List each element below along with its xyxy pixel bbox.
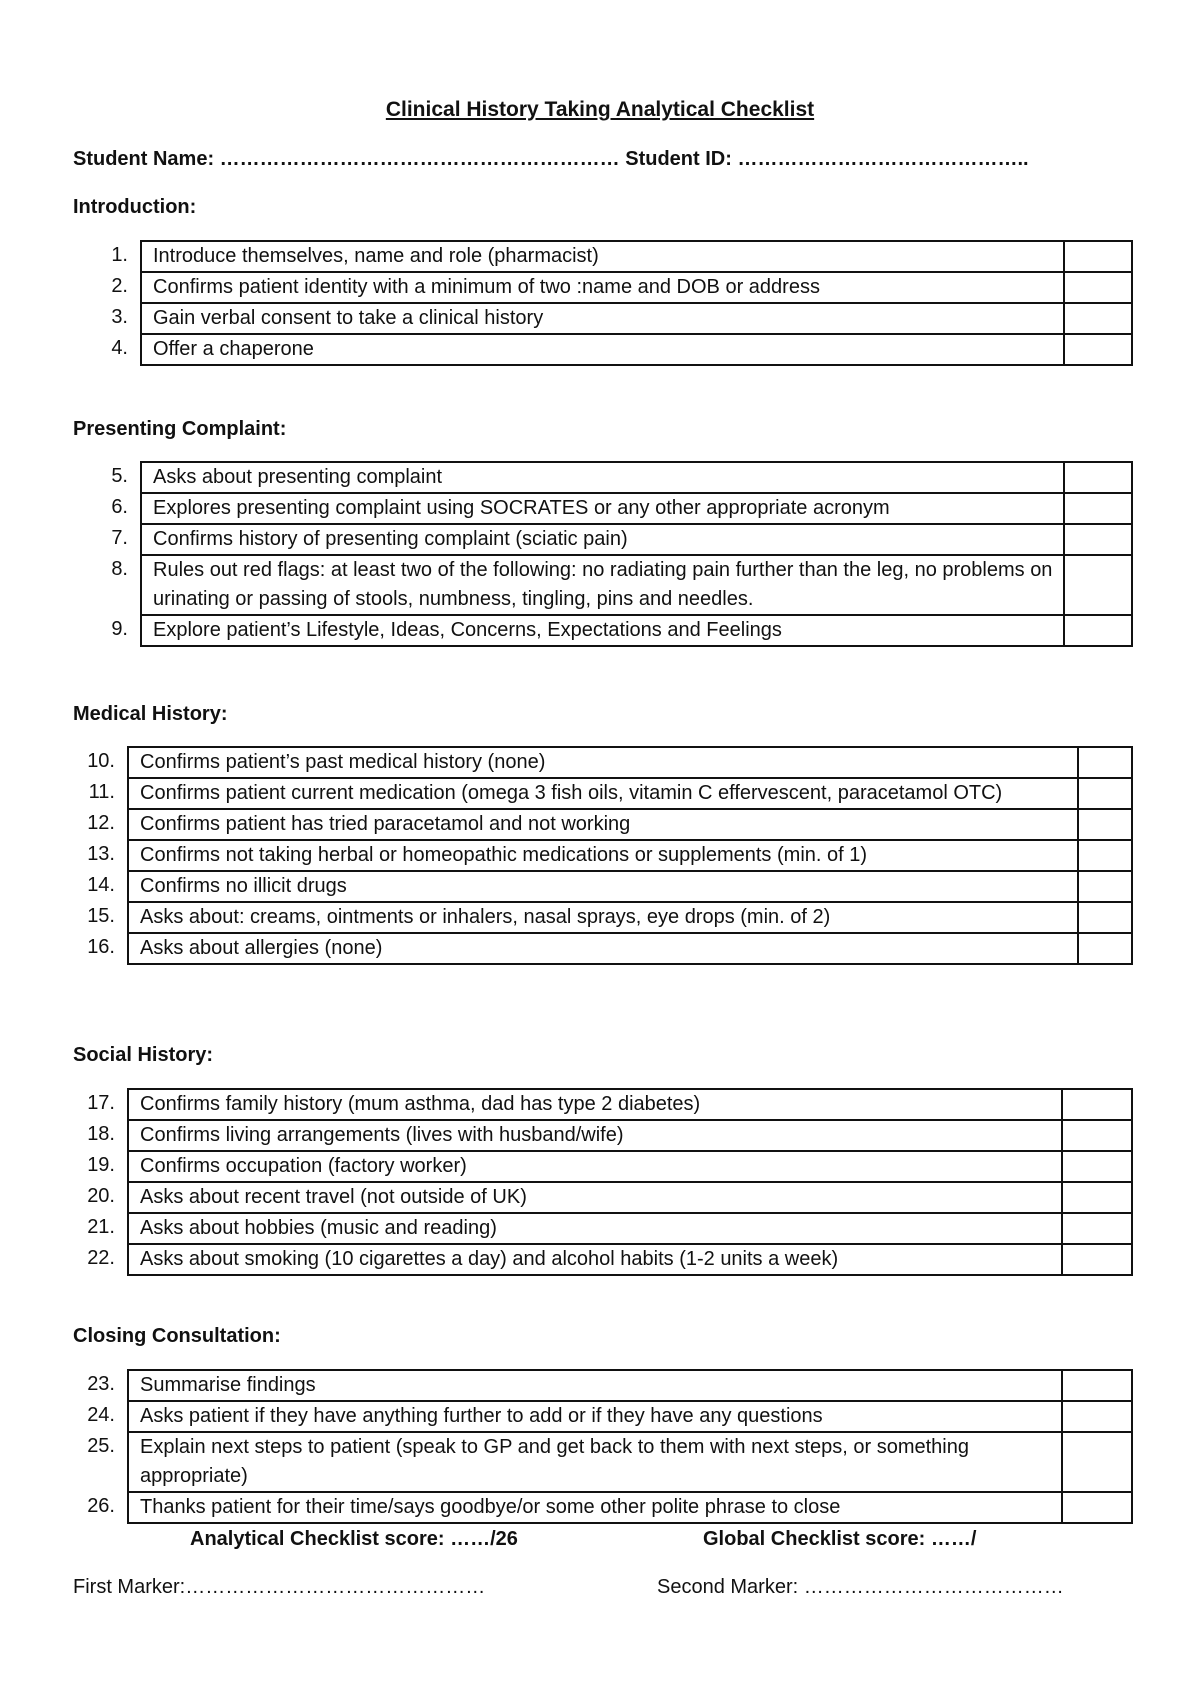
item-text: Summarise findings bbox=[128, 1370, 1062, 1401]
presenting-complaint-table bbox=[73, 461, 1133, 647]
score-checkbox[interactable] bbox=[1064, 334, 1132, 365]
section-heading-introduction: Introduction: bbox=[73, 196, 197, 218]
item-number: 23. bbox=[87, 1373, 115, 1395]
item-number: 8. bbox=[111, 558, 128, 580]
checklist-row bbox=[73, 1401, 1132, 1432]
item-number: 14. bbox=[87, 874, 115, 896]
score-checkbox[interactable] bbox=[1062, 1213, 1132, 1244]
checklist-row bbox=[73, 462, 1132, 493]
checklist-row bbox=[73, 871, 1132, 902]
item-text: Confirms family history (mum asthma, dad has type 2 diabetes) bbox=[128, 1089, 1062, 1120]
item-number: 6. bbox=[111, 496, 128, 518]
score-checkbox[interactable] bbox=[1078, 747, 1132, 778]
score-checkbox[interactable] bbox=[1064, 241, 1132, 272]
checklist-row bbox=[73, 1370, 1132, 1401]
checklist-row bbox=[73, 303, 1132, 334]
item-text: Confirms living arrangements (lives with husband/wife) bbox=[128, 1120, 1062, 1151]
item-text: Asks about smoking (10 cigarettes a day) and alcohol habits (1-2 units a week) bbox=[128, 1244, 1062, 1275]
item-text: Asks about hobbies (music and reading) bbox=[128, 1213, 1062, 1244]
score-checkbox[interactable] bbox=[1062, 1432, 1132, 1492]
item-number: 17. bbox=[87, 1092, 115, 1114]
item-text: Asks about allergies (none) bbox=[128, 933, 1078, 964]
checklist-row bbox=[73, 1244, 1132, 1275]
item-number: 1. bbox=[111, 244, 128, 266]
item-number: 7. bbox=[111, 527, 128, 549]
score-checkbox[interactable] bbox=[1078, 778, 1132, 809]
score-checkbox[interactable] bbox=[1062, 1182, 1132, 1213]
item-number: 11. bbox=[88, 781, 115, 803]
checklist-row bbox=[73, 778, 1132, 809]
checklist-row bbox=[73, 1151, 1132, 1182]
section-heading-social-history: Social History: bbox=[73, 1044, 214, 1066]
score-checkbox[interactable] bbox=[1064, 555, 1132, 615]
item-text: Asks patient if they have anything further to add or if they have any questions bbox=[128, 1401, 1062, 1432]
closing-consultation-table bbox=[73, 1369, 1133, 1524]
score-checkbox[interactable] bbox=[1078, 871, 1132, 902]
checklist-row bbox=[73, 1182, 1132, 1213]
score-checkbox[interactable] bbox=[1062, 1120, 1132, 1151]
item-number: 25. bbox=[87, 1435, 115, 1457]
checklist-row bbox=[73, 334, 1132, 365]
item-number: 22. bbox=[87, 1247, 115, 1269]
item-number: 5. bbox=[111, 465, 128, 487]
score-checkbox[interactable] bbox=[1064, 493, 1132, 524]
score-checkbox[interactable] bbox=[1064, 462, 1132, 493]
item-text: Thanks patient for their time/says goodbye/or some other polite phrase to close bbox=[128, 1492, 1062, 1523]
item-text: Confirms patient identity with a minimum of two :name and DOB or address bbox=[141, 272, 1064, 303]
item-number: 15. bbox=[87, 905, 115, 927]
item-number: 12. bbox=[87, 812, 115, 834]
checklist-row bbox=[73, 555, 1132, 615]
checklist-row bbox=[73, 493, 1132, 524]
checklist-row bbox=[73, 272, 1132, 303]
score-checkbox[interactable] bbox=[1064, 524, 1132, 555]
score-checkbox[interactable] bbox=[1062, 1370, 1132, 1401]
introduction-rows bbox=[73, 241, 1132, 365]
medical-rows bbox=[73, 747, 1132, 964]
item-text: Asks about recent travel (not outside of UK) bbox=[128, 1182, 1062, 1213]
checklist-row bbox=[73, 615, 1132, 646]
item-text: Rules out red flags: at least two of the following: no radiating pain further than the leg, no problems on urinating or passing of stools, numbness, tingling, pins and needles. bbox=[141, 555, 1064, 615]
item-text: Offer a chaperone bbox=[141, 334, 1064, 365]
student-info-line bbox=[73, 148, 1029, 171]
score-checkbox[interactable] bbox=[1062, 1151, 1132, 1182]
checklist-row bbox=[73, 1492, 1132, 1523]
checklist-row bbox=[73, 1213, 1132, 1244]
item-text: Confirms patient has tried paracetamol and not working bbox=[128, 809, 1078, 840]
medical-history-table bbox=[73, 746, 1133, 965]
student-name-field[interactable]: Student Name: …………………………………………………… bbox=[73, 148, 620, 170]
item-text: Asks about presenting complaint bbox=[141, 462, 1064, 493]
item-number: 19. bbox=[87, 1154, 115, 1176]
item-text: Introduce themselves, name and role (pharmacist) bbox=[141, 241, 1064, 272]
item-text: Confirms no illicit drugs bbox=[128, 871, 1078, 902]
document-title: Clinical History Taking Analytical Checklist bbox=[385, 98, 815, 121]
item-number: 2. bbox=[111, 275, 128, 297]
item-text: Confirms patient current medication (omega 3 fish oils, vitamin C effervescent, paracetamol OTC) bbox=[128, 778, 1078, 809]
score-checkbox[interactable] bbox=[1078, 902, 1132, 933]
student-id-field[interactable]: Student ID: …………………………………….. bbox=[625, 148, 1029, 170]
item-number: 10. bbox=[87, 750, 115, 772]
item-number: 16. bbox=[87, 936, 115, 958]
item-number: 26. bbox=[87, 1495, 115, 1517]
item-number: 4. bbox=[111, 337, 128, 359]
item-number: 18. bbox=[87, 1123, 115, 1145]
section-heading-presenting-complaint: Presenting Complaint: bbox=[73, 418, 287, 440]
score-checkbox[interactable] bbox=[1078, 840, 1132, 871]
checklist-row bbox=[73, 747, 1132, 778]
presenting-rows bbox=[73, 462, 1132, 646]
checklist-row bbox=[73, 241, 1132, 272]
item-text: Explore patient’s Lifestyle, Ideas, Concerns, Expectations and Feelings bbox=[141, 615, 1064, 646]
item-text: Confirms occupation (factory worker) bbox=[128, 1151, 1062, 1182]
first-marker-field[interactable]: First Marker:……………………………………… bbox=[73, 1576, 486, 1598]
checklist-row bbox=[73, 902, 1132, 933]
social-history-table bbox=[73, 1088, 1133, 1276]
checklist-row bbox=[73, 809, 1132, 840]
section-heading-medical-history: Medical History: bbox=[73, 703, 228, 725]
checklist-row bbox=[73, 1432, 1132, 1492]
analytical-score-field[interactable]: Analytical Checklist score: ……/26 bbox=[190, 1528, 518, 1550]
item-number: 13. bbox=[87, 843, 115, 865]
checklist-row bbox=[73, 1089, 1132, 1120]
second-marker-field[interactable]: Second Marker: ………………………………… bbox=[657, 1576, 1064, 1598]
introduction-table bbox=[73, 240, 1133, 366]
checklist-row bbox=[73, 840, 1132, 871]
item-number: 20. bbox=[87, 1185, 115, 1207]
checklist-row bbox=[73, 933, 1132, 964]
score-checkbox[interactable] bbox=[1062, 1492, 1132, 1523]
closing-rows bbox=[73, 1370, 1132, 1523]
item-number: 24. bbox=[87, 1404, 115, 1426]
score-checkbox[interactable] bbox=[1064, 272, 1132, 303]
score-checkbox[interactable] bbox=[1078, 809, 1132, 840]
social-rows bbox=[73, 1089, 1132, 1275]
section-heading-closing-consultation: Closing Consultation: bbox=[73, 1325, 281, 1347]
item-text: Explain next steps to patient (speak to GP and get back to them with next steps, or something appropriate) bbox=[128, 1432, 1062, 1492]
score-checkbox[interactable] bbox=[1062, 1089, 1132, 1120]
checklist-row bbox=[73, 524, 1132, 555]
item-number: 3. bbox=[111, 306, 128, 328]
item-text: Confirms patient’s past medical history (none) bbox=[128, 747, 1078, 778]
score-checkbox[interactable] bbox=[1078, 933, 1132, 964]
score-checkbox[interactable] bbox=[1064, 303, 1132, 334]
score-checkbox[interactable] bbox=[1064, 615, 1132, 646]
item-text: Confirms not taking herbal or homeopathic medications or supplements (min. of 1) bbox=[128, 840, 1078, 871]
item-number: 21. bbox=[87, 1216, 115, 1238]
global-score-field[interactable]: Global Checklist score: ……/ bbox=[703, 1528, 977, 1550]
item-number: 9. bbox=[111, 618, 128, 640]
score-checkbox[interactable] bbox=[1062, 1401, 1132, 1432]
score-checkbox[interactable] bbox=[1062, 1244, 1132, 1275]
checklist-row bbox=[73, 1120, 1132, 1151]
item-text: Explores presenting complaint using SOCRATES or any other appropriate acronym bbox=[141, 493, 1064, 524]
item-text: Confirms history of presenting complaint (sciatic pain) bbox=[141, 524, 1064, 555]
item-text: Asks about: creams, ointments or inhalers, nasal sprays, eye drops (min. of 2) bbox=[128, 902, 1078, 933]
item-text: Gain verbal consent to take a clinical history bbox=[141, 303, 1064, 334]
